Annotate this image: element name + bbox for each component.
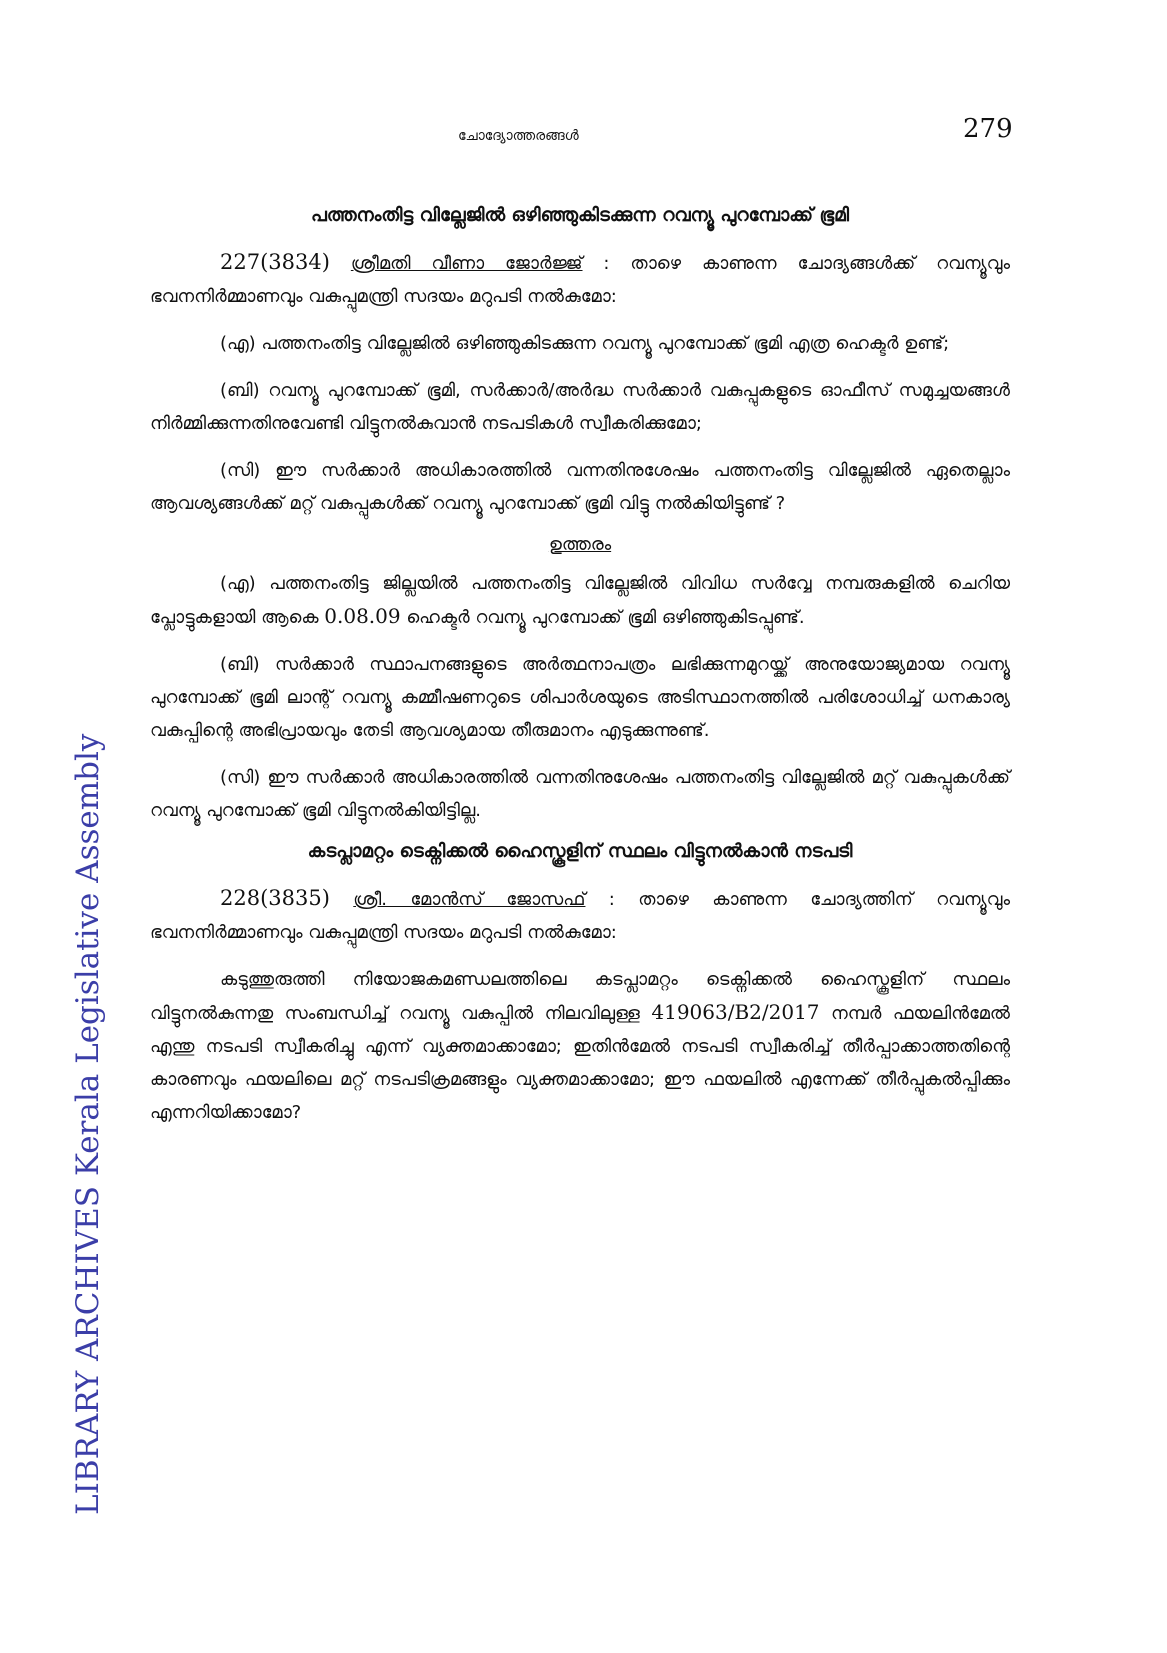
question-228-member: ശ്രീ. മോൻസ് ജോസഫ്: [353, 889, 586, 910]
question-227-intro-text: : താഴെ കാണുന്ന ചോദ്യങ്ങൾക്ക് റവന്യൂവും ഭവനനിർമ്മാണവും വകുപ്പുമന്ത്രി സദയം മറുപടി നൽകുമോ:: [150, 253, 1011, 307]
question-228-number: 228(3835): [220, 886, 330, 910]
question-228-heading: കടപ്ലാമറ്റം ടെക്നിക്കൽ ഹൈസ്കൂളിന് സ്ഥലം വിട്ടുനൽകാൻ നടപടി: [307, 841, 853, 862]
answer-227-a: [150, 567, 1010, 634]
answer-227-b: (ബി) സർക്കാർ സ്ഥാപനങ്ങളുടെ അർത്ഥനാപത്രം ലഭിക്കുന്നമുറയ്ക്ക് അനുയോജ്യമായ റവന്യൂ പുറമ്പോക്ക് ഭൂമി ലാന്റ് റവന്യൂ കമ്മീഷണറുടെ ശിപാർശയുടെ അടിസ്ഥാനത്തിൽ പരിശോധിച്ച് ധനകാര്യ വകുപ്പിന്റെ അഭിപ്രായവും തേടി ആവശ്യമായ തീരുമാനം എടുക്കുന്നുണ്ട്.: [150, 654, 1010, 741]
question-228-body: [150, 963, 1010, 1129]
question-227-a: (എ) പത്തനംതിട്ട വില്ലേജിൽ ഒഴിഞ്ഞുകിടക്കുന്ന റവന്യൂ പുറമ്പോക്ക് ഭൂമി എത്ര ഹെക്ടർ ഉണ്ട്;: [220, 333, 950, 354]
question-227-c: (സി) ഈ സർക്കാർ അധികാരത്തിൽ വന്നതിനുശേഷം പത്തനംതിട്ട വില്ലേജിൽ ഏതെല്ലാം ആവശ്യങ്ങൾക്ക് മറ്റ് വകുപ്പുകൾക്ക് റവന്യൂ പുറമ്പോക്ക് ഭൂമി വിട്ടു നൽകിയിട്ടുണ്ട് ?: [150, 460, 1010, 514]
question-228-file-number: 419063/B2/2017: [651, 1000, 820, 1024]
page-number: 279: [963, 114, 1013, 144]
answer-227-a-text-2: ഹെക്ടർ റവന്യൂ പുറമ്പോക്ക് ഭൂമി ഒഴിഞ്ഞുകിടപ്പുണ്ട്.: [400, 607, 805, 628]
question-227-intro: [150, 246, 1010, 313]
answer-227-c: (സി) ഈ സർക്കാർ അധികാരത്തിൽ വന്നതിനുശേഷം പത്തനംതിട്ട വില്ലേജിൽ മറ്റ് വകുപ്പുകൾക്ക് റവന്യൂ പുറമ്പോക്ക് ഭൂമി വിട്ടുനൽകിയിട്ടില്ല.: [150, 767, 1010, 821]
question-227-b: (ബി) റവന്യൂ പുറമ്പോക്ക് ഭൂമി, സർക്കാർ/അർദ്ധ സർക്കാർ വകുപ്പുകളുടെ ഓഫീസ് സമുച്ചയങ്ങൾ നിർമ്മിക്കുന്നതിനുവേണ്ടി വിട്ടുനൽകുവാൻ നടപടികൾ സ്വീകരിക്കുമോ;: [150, 380, 1010, 434]
question-228-intro-text: : താഴെ കാണുന്ന ചോദ്യത്തിന് റവന്യൂവും ഭവനനിർമ്മാണവും വകുപ്പുമന്ത്രി സദയം മറുപടി നൽകുമോ:: [150, 889, 1010, 943]
question-227-heading: പത്തനംതിട്ട വില്ലേജിൽ ഒഴിഞ്ഞുകിടക്കുന്ന റവന്യൂ പുറമ്പോക്ക് ഭൂമി: [311, 205, 849, 226]
question-228-text-1: കടുത്തുരുത്തി നിയോജകമണ്ഡലത്തിലെ കടപ്ലാമറ്റം ടെക്നിക്കൽ ഹൈസ്കൂളിന് സ്ഥലം വിട്ടുനൽകുന്നതു സംബന്ധിച്ച് റവന്യൂ വകുപ്പിൽ നിലവിലുള്ള: [150, 969, 1010, 1024]
question-227: [150, 205, 1010, 827]
answer-227-a-text-1: (എ) പത്തനംതിട്ട ജില്ലയിൽ പത്തനംതിട്ട വില്ലേജിൽ വിവിധ സർവ്വേ നമ്പരുകളിൽ ചെറിയ പ്ലോട്ടുകളായി ആകെ: [150, 573, 1010, 628]
question-228-text-2: നമ്പർ ഫയലിൻമേൽ എന്തു നടപടി സ്വീകരിച്ചു എന്ന് വ്യക്തമാക്കാമോ; ഇതിൻമേൽ നടപടി സ്വീകരിച്ച് തീർപ്പാക്കാത്തതിന്റെ കാരണവും ഫയലിലെ മറ്റ് നടപടിക്രമങ്ങളും വ്യക്തമാക്കാമോ; ഈ ഫയലിൽ എന്നേക്ക് തീർപ്പുകൽപ്പിക്കും എന്നറിയിക്കാമോ?: [150, 1003, 1010, 1123]
question-227-number: 227(3834): [220, 250, 330, 274]
question-228: [150, 841, 1010, 1129]
question-227-member: ശ്രീമതി വീണാ ജോർജ്ജ്: [350, 253, 583, 274]
answer-227-title: ഉത്തരം: [548, 534, 612, 555]
archive-watermark: LIBRARY ARCHIVES Kerala Legislative Assembly: [70, 733, 106, 1515]
question-228-intro: [150, 882, 1010, 949]
answer-227-a-value: 0.08.09: [324, 604, 401, 628]
running-head: ചോദ്യോത്തരങ്ങൾ: [458, 128, 579, 144]
page-content: [150, 205, 1010, 1143]
